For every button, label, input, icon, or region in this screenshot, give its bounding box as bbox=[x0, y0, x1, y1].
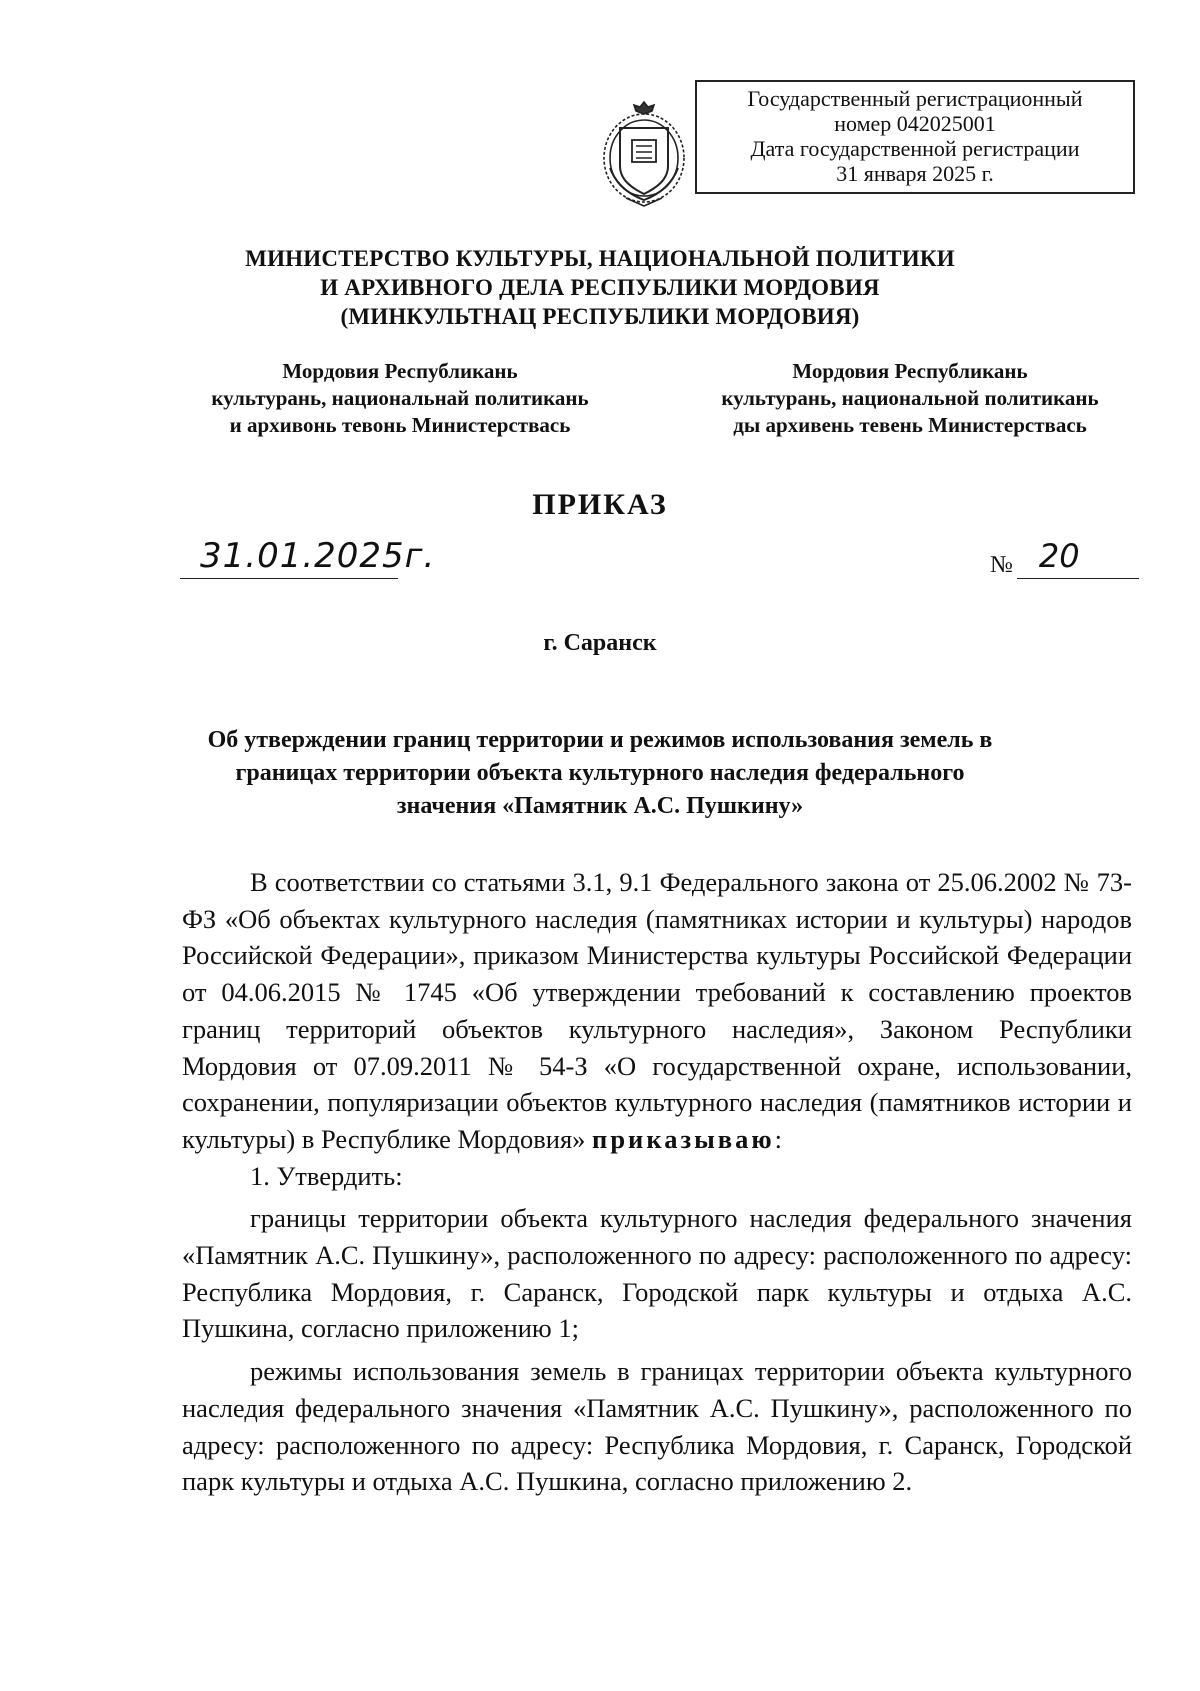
erzya-line-2: культурань, национальной политикань bbox=[721, 386, 1099, 410]
order-number: 20 bbox=[1017, 534, 1139, 579]
order-command: приказываю bbox=[592, 1123, 775, 1154]
registration-number: номер 042025001 bbox=[834, 111, 996, 136]
registration-line-1: Государственный регистрационный bbox=[747, 86, 1083, 111]
moksha-line-2: культурань, национальнай политикань bbox=[211, 386, 589, 410]
subject-line-2: границах территории объекта культурного наследия федерального bbox=[235, 760, 965, 786]
order-city: г. Саранск bbox=[543, 630, 657, 656]
registration-line-3: Дата государственной регистрации bbox=[750, 136, 1080, 161]
coat-of-arms-icon bbox=[596, 98, 692, 210]
erzya-line-1: Мордовия Республикань bbox=[792, 359, 1028, 383]
order-title: ПРИКАЗ bbox=[532, 488, 668, 521]
moksha-line-1: Мордовия Республикань bbox=[282, 359, 518, 383]
clause-1-heading: 1. Утвердить: bbox=[250, 1160, 403, 1191]
moksha-line-3: и архивонь тевонь Министерствась bbox=[229, 413, 571, 437]
preamble-end: : bbox=[774, 1123, 782, 1154]
registration-stamp bbox=[695, 80, 1135, 194]
order-subject bbox=[0, 724, 1200, 823]
subject-line-1: Об утверждении границ территории и режимов использования земель в bbox=[207, 727, 993, 753]
ministry-line-1: МИНИСТЕРСТВО КУЛЬТУРЫ, НАЦИОНАЛЬНОЙ ПОЛИТИКИ bbox=[245, 246, 955, 271]
clause-1-boundaries: границы территории объекта культурного наследия федерального значения «Памятник А.С. Пушкину», расположенного по адресу: расположенного по адресу: Республика Мордовия, г. Саранск, Городской парк культуры и отдыха А.С. Пушкина, согласно приложению 1; bbox=[182, 1203, 1132, 1344]
clause-1-land-use: режимы использования земель в границах территории объекта культурного наследия федерального значения «Памятник А.С. Пушкину», расположенного по адресу: расположенного по адресу: Республика Мордовия, г. Саранск, Городской парк культуры и отдыха А.С. Пушкина, согласно приложению 2. bbox=[182, 1356, 1132, 1497]
order-date: 31.01.2025г. bbox=[180, 534, 398, 579]
subject-line-3: значения «Памятник А.С. Пушкину» bbox=[396, 793, 804, 819]
ministry-name-moksha bbox=[170, 358, 630, 439]
preamble-text: В соответствии со статьями 3.1, 9.1 Федерального закона от 25.06.2002 № 73-ФЗ «Об объектах культурного наследия (памятниках истории и культуры) народов Российской Федерации», приказом Министерства культуры Российской Федерации от 04.06.2015 № 1745 «Об утверждении требований к составлению проектов границ территорий объектов культурного наследия», Законом Республики Мордовия от 07.09.2011 № 54-З «О государственной охране, использовании, сохранении, популяризации объектов культурного наследия (памятников истории и культуры) в Республике Мордовия» bbox=[182, 867, 1132, 1154]
ministry-name-erzya bbox=[680, 358, 1140, 439]
registration-date: 31 января 2025 г. bbox=[836, 161, 994, 186]
order-body bbox=[182, 864, 1132, 1500]
ministry-line-2: И АРХИВНОГО ДЕЛА РЕСПУБЛИКИ МОРДОВИЯ bbox=[320, 275, 880, 300]
ministry-line-3: (МИНКУЛЬТНАЦ РЕСПУБЛИКИ МОРДОВИЯ) bbox=[340, 304, 860, 329]
erzya-line-3: ды архивень тевень Министерствась bbox=[733, 413, 1087, 437]
order-number-field bbox=[990, 534, 1139, 579]
number-sign: № bbox=[990, 552, 1013, 578]
ministry-header bbox=[0, 244, 1200, 331]
preamble-paragraph bbox=[182, 864, 1132, 1158]
